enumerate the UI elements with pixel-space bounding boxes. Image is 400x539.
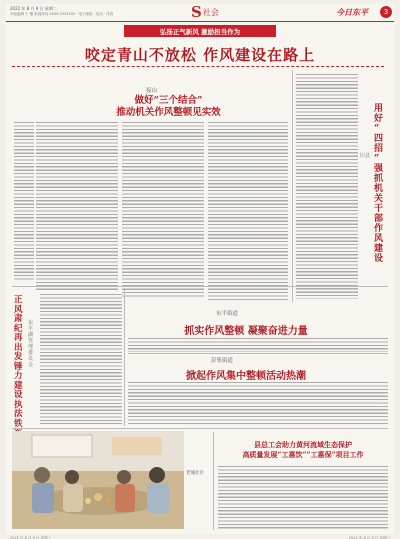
article1-body-col3 (208, 122, 288, 302)
left-column-divider (124, 290, 125, 426)
left-article-tag: 东平湖管理委员会 (28, 320, 34, 368)
right-column-divider (292, 70, 293, 302)
lower-divider (12, 428, 388, 429)
article1-body-lead (14, 122, 34, 282)
right-article-title: 用好“四招”强抓机关干部作风建设 (374, 104, 384, 264)
right-article-tag: 旧县 (360, 153, 371, 159)
section-letter: S (191, 3, 202, 21)
banner: 弘扬正气新风 激励担当作为 (124, 25, 276, 37)
header-date: 2022 年 8 月 9 日 星期二 (10, 6, 57, 11)
article2-kicker: 东平街道 (216, 311, 239, 317)
article1-title: 做好“三个结合” 推动机关作风整顿见实效 (116, 95, 221, 118)
footer-right: 2022 年 8 月 9 日 星期二 (348, 536, 390, 539)
header-contact-line: 本版编辑 于 娜 新闻热线 0559-2524450 · 电子邮箱 · 电话 · 传真 (10, 12, 114, 16)
article2-divider (128, 353, 388, 354)
headline-divider (12, 66, 384, 67)
newspaper-page (6, 3, 394, 539)
article1-kicker: 接山 (146, 88, 158, 94)
mid-divider (12, 286, 388, 287)
article1-body-col2 (122, 122, 204, 297)
footer-left: 2022 年 8 月 9 日 星期二 (10, 536, 52, 539)
right-article-body (296, 74, 358, 299)
article2-title: 抓实作风整顿 凝聚奋进力量 (184, 326, 308, 337)
left-article-title: 正风肃纪再出发 锤力建设执法铁 (14, 295, 23, 429)
article4-body (218, 466, 388, 530)
article2-body (128, 338, 388, 352)
main-headline: 咬定青山不放松 作风建设在路上 (84, 46, 316, 64)
photo-caption: 老城社区 (186, 471, 204, 476)
page-number-badge: 3 (380, 6, 392, 18)
photo-illustration (12, 431, 184, 529)
left-article-body (40, 294, 122, 424)
header-rule (6, 21, 394, 22)
masthead: 今日东平 (336, 8, 368, 17)
article4-title: 县总工会助力黄河流域生态保护 高质量发展“工惠饮”“工惠保”项目工作 (242, 440, 364, 459)
article3-kicker: 彭集街道 (211, 358, 234, 364)
news-photo (12, 431, 184, 529)
article3-title: 掀起作风集中整顿活动热潮 (186, 371, 306, 382)
article3-body (128, 382, 388, 424)
photo-divider (213, 432, 214, 530)
article1-body-col1 (36, 122, 118, 292)
section-name: 社会 (202, 7, 219, 17)
section-logo (191, 4, 219, 20)
